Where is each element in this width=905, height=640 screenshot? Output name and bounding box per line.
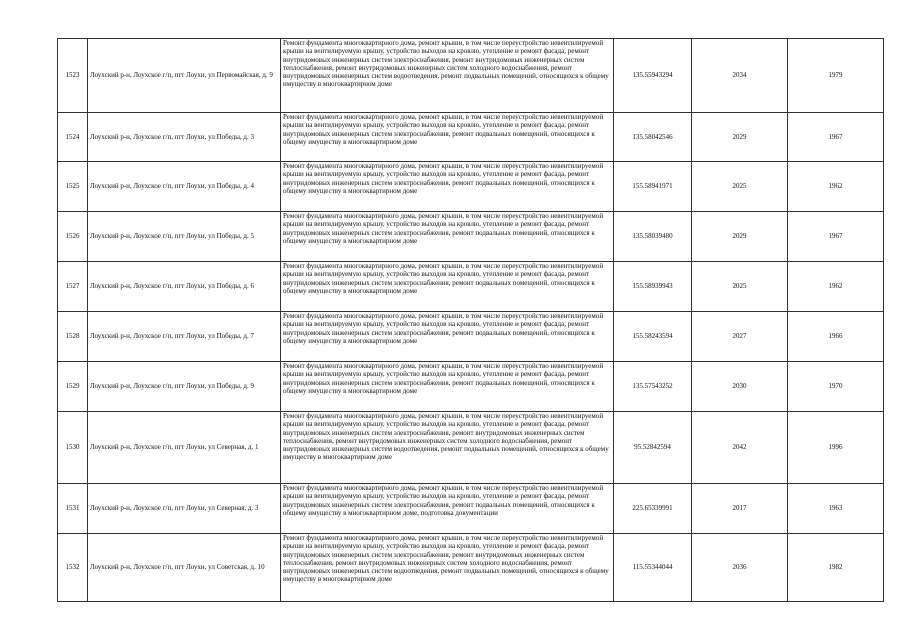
construction-year-cell: 1963 bbox=[788, 484, 884, 534]
planned-year-cell: 2029 bbox=[692, 212, 788, 262]
records-table bbox=[57, 38, 884, 602]
identifier-cell: 155.58941971 bbox=[614, 162, 692, 212]
address-cell: Лоухский р-н, Лоухское г/п, пгт Лоухи, ул Победы, д. 3 bbox=[88, 113, 281, 162]
planned-year-cell: 2025 bbox=[692, 162, 788, 212]
row-number: 1529 bbox=[58, 362, 88, 412]
table-row bbox=[58, 39, 884, 113]
planned-year-cell: 2034 bbox=[692, 39, 788, 113]
works-cell: Ремонт фундамента многоквартирного дома, ремонт крыши, в том числе переустройство невентилируемой крыши на вентилируемую крышу, устройство выходов на кровлю, утепление и ремонт фасада, ремонт внутридомовых инженерных систем электроснабжения, ремонт подвальных помещений, относящихся к общему имуществу в многоквартирном доме bbox=[281, 262, 614, 312]
planned-year-cell: 2017 bbox=[692, 484, 788, 534]
works-cell: Ремонт фундамента многоквартирного дома, ремонт крыши, в том числе переустройство невентилируемой крыши на вентилируемую крышу, устройство выходов на кровлю, утепление и ремонт фасада, ремонт внутридомовых инженерных систем электроснабжения, ремонт подвальных помещений, относящихся к общему имуществу в многоквартирном доме bbox=[281, 312, 614, 362]
table-row bbox=[58, 362, 884, 412]
table-row bbox=[58, 262, 884, 312]
address-cell: Лоухский р-н, Лоухское г/п, пгт Лоухи, ул Советская, д. 10 bbox=[88, 534, 281, 602]
construction-year-cell: 1966 bbox=[788, 312, 884, 362]
planned-year-cell: 2027 bbox=[692, 312, 788, 362]
row-number: 1525 bbox=[58, 162, 88, 212]
address-cell: Лоухский р-н, Лоухское г/п, пгт Лоухи, ул Победы, д. 4 bbox=[88, 162, 281, 212]
address-cell: Лоухский р-н, Лоухское г/п, пгт Лоухи, ул Северная, д. 1 bbox=[88, 412, 281, 484]
works-cell: Ремонт фундамента многоквартирного дома, ремонт крыши, в том числе переустройство невентилируемой крыши на вентилируемую крышу, устройство выходов на кровлю, утепление и ремонт фасада, ремонт внутридомовых инженерных систем электроснабжения, ремонт подвальных помещений, относящихся к общему имуществу в многоквартирном доме bbox=[281, 113, 614, 162]
table-row bbox=[58, 312, 884, 362]
row-number: 1523 bbox=[58, 39, 88, 113]
identifier-cell: 95.52842594 bbox=[614, 412, 692, 484]
address-cell: Лоухский р-н, Лоухское г/п, пгт Лоухи, ул Победы, д. 7 bbox=[88, 312, 281, 362]
address-cell: Лоухский р-н, Лоухское г/п, пгт Лоухи, ул Северная, д. 3 bbox=[88, 484, 281, 534]
identifier-cell: 135.55943294 bbox=[614, 39, 692, 113]
identifier-cell: 135.58039480 bbox=[614, 212, 692, 262]
construction-year-cell: 1962 bbox=[788, 162, 884, 212]
row-number: 1531 bbox=[58, 484, 88, 534]
works-cell: Ремонт фундамента многоквартирного дома, ремонт крыши, в том числе переустройство невентилируемой крыши на вентилируемую крышу, устройство выходов на кровлю, утепление и ремонт фасада, ремонт внутридомовых инженерных систем электроснабжения, ремонт подвальных помещений, относящихся к общему имуществу в многоквартирном доме, подготовка документации bbox=[281, 484, 614, 534]
row-number: 1530 bbox=[58, 412, 88, 484]
table-row bbox=[58, 484, 884, 534]
works-cell: Ремонт фундамента многоквартирного дома, ремонт крыши, в том числе переустройство невентилируемой крыши на вентилируемую крышу, устройство выходов на кровлю, утепление и ремонт фасада, ремонт внутридомовых инженерных систем электроснабжения, ремонт внутридомовых инженерных систем теплоснабжения, ремонт внутридомовых инженерных систем холодного водоснабжения, ремонт внутридомовых инженерных систем водоотведения, ремонт подвальных помещений, относящихся к общему имуществу в многоквартирном доме bbox=[281, 412, 614, 484]
table-row bbox=[58, 412, 884, 484]
row-number: 1524 bbox=[58, 113, 88, 162]
construction-year-cell: 1982 bbox=[788, 534, 884, 602]
row-number: 1526 bbox=[58, 212, 88, 262]
table-row bbox=[58, 212, 884, 262]
address-cell: Лоухский р-н, Лоухское г/п, пгт Лоухи, ул Победы, д. 9 bbox=[88, 362, 281, 412]
identifier-cell: 135.58042546 bbox=[614, 113, 692, 162]
works-cell: Ремонт фундамента многоквартирного дома, ремонт крыши, в том числе переустройство невентилируемой крыши на вентилируемую крышу, устройство выходов на кровлю, утепление и ремонт фасада, ремонт внутридомовых инженерных систем электроснабжения, ремонт подвальных помещений, относящихся к общему имуществу в многоквартирном доме bbox=[281, 212, 614, 262]
construction-year-cell: 1979 bbox=[788, 39, 884, 113]
address-cell: Лоухский р-н, Лоухское г/п, пгт Лоухи, ул Победы, д. 6 bbox=[88, 262, 281, 312]
row-number: 1532 bbox=[58, 534, 88, 602]
table-row bbox=[58, 113, 884, 162]
row-number: 1528 bbox=[58, 312, 88, 362]
works-cell: Ремонт фундамента многоквартирного дома, ремонт крыши, в том числе переустройство невентилируемой крыши на вентилируемую крышу, устройство выходов на кровлю, утепление и ремонт фасада, ремонт внутридомовых инженерных систем электроснабжения, ремонт подвальных помещений, относящихся к общему имуществу в многоквартирном доме bbox=[281, 362, 614, 412]
identifier-cell: 115.55344044 bbox=[614, 534, 692, 602]
address-cell: Лоухский р-н, Лоухское г/п, пгт Лоухи, ул Победы, д. 5 bbox=[88, 212, 281, 262]
construction-year-cell: 1967 bbox=[788, 212, 884, 262]
works-cell: Ремонт фундамента многоквартирного дома, ремонт крыши, в том числе переустройство невентилируемой крыши на вентилируемую крышу, устройство выходов на кровлю, утепление и ремонт фасада, ремонт внутридомовых инженерных систем электроснабжения, ремонт внутридомовых инженерных систем теплоснабжения, ремонт внутридомовых инженерных систем холодного водоснабжения, ремонт внутридомовых инженерных систем водоотведения, ремонт подвальных помещений, относящихся к общему имуществу в многоквартирном доме bbox=[281, 39, 614, 113]
works-cell: Ремонт фундамента многоквартирного дома, ремонт крыши, в том числе переустройство невентилируемой крыши на вентилируемую крышу, устройство выходов на кровлю, утепление и ремонт фасада, ремонт внутридомовых инженерных систем электроснабжения, ремонт внутридомовых инженерных систем теплоснабжения, ремонт внутридомовых инженерных систем холодного водоснабжения, ремонт внутридомовых инженерных систем водоотведения, ремонт подвальных помещений, относящихся к общему имуществу в многоквартирном доме bbox=[281, 534, 614, 602]
planned-year-cell: 2036 bbox=[692, 534, 788, 602]
construction-year-cell: 1967 bbox=[788, 113, 884, 162]
table-row bbox=[58, 162, 884, 212]
address-cell: Лоухский р-н, Лоухское г/п, пгт Лоухи, ул Первомайская, д. 9 bbox=[88, 39, 281, 113]
table-row bbox=[58, 534, 884, 602]
planned-year-cell: 2042 bbox=[692, 412, 788, 484]
identifier-cell: 155.58243594 bbox=[614, 312, 692, 362]
works-cell: Ремонт фундамента многоквартирного дома, ремонт крыши, в том числе переустройство невентилируемой крыши на вентилируемую крышу, устройство выходов на кровлю, утепление и ремонт фасада, ремонт внутридомовых инженерных систем электроснабжения, ремонт подвальных помещений, относящихся к общему имуществу в многоквартирном доме bbox=[281, 162, 614, 212]
construction-year-cell: 1996 bbox=[788, 412, 884, 484]
identifier-cell: 225.65339991 bbox=[614, 484, 692, 534]
planned-year-cell: 2030 bbox=[692, 362, 788, 412]
planned-year-cell: 2025 bbox=[692, 262, 788, 312]
construction-year-cell: 1970 bbox=[788, 362, 884, 412]
planned-year-cell: 2029 bbox=[692, 113, 788, 162]
row-number: 1527 bbox=[58, 262, 88, 312]
construction-year-cell: 1962 bbox=[788, 262, 884, 312]
identifier-cell: 155.58939943 bbox=[614, 262, 692, 312]
identifier-cell: 135.57543252 bbox=[614, 362, 692, 412]
